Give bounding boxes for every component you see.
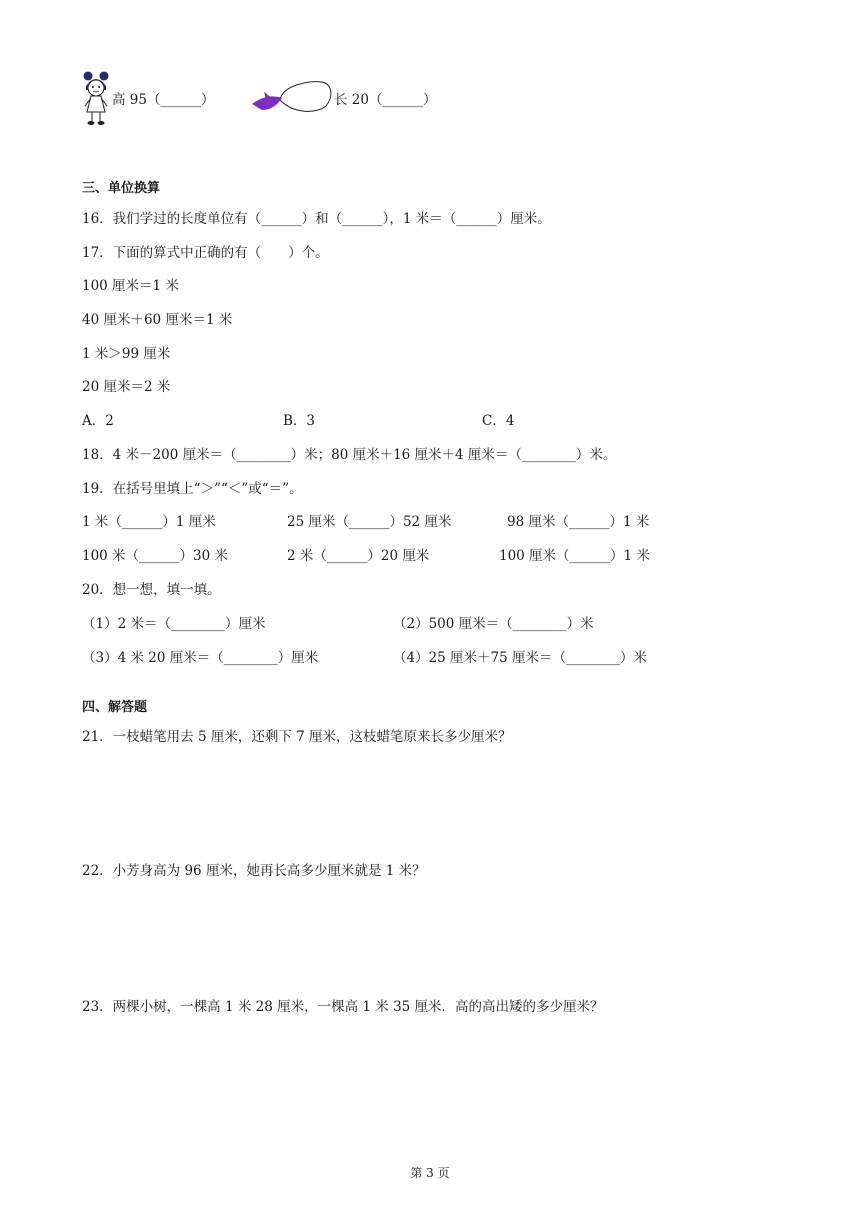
q20-item-3: （3）4 米 20 厘米＝（________）厘米 <box>82 650 319 666</box>
q17-line-2: 40 厘米＋60 厘米＝1 米 <box>82 312 233 328</box>
girl-illustration <box>80 70 112 126</box>
q17-option-a: A．2 <box>82 413 114 429</box>
question-21: 21．一枝蜡笔用去 5 厘米，还剩下 7 厘米，这枝蜡笔原来长多少厘米？ <box>82 729 512 745</box>
q20-item-2: （2）500 厘米＝（________）米 <box>393 616 594 632</box>
q19-r2-c3: 100 厘米（______）1 米 <box>499 548 650 564</box>
q17-line-1: 100 厘米＝1 米 <box>82 278 179 294</box>
page-number: 第 3 页 <box>410 1166 450 1180</box>
q19-r2-c1: 100 米（______）30 米 <box>82 548 229 564</box>
q17-line-3: 1 米＞99 厘米 <box>82 346 171 362</box>
q19-r1-c1: 1 米（______）1 厘米 <box>82 514 216 530</box>
question-16: 16．我们学过的长度单位有（______）和（______），1 米＝（______）厘米。 <box>82 211 551 227</box>
question-19: 19．在括号里填上“＞”“＜”或“＝”。 <box>82 481 303 497</box>
q19-r1-c3: 98 厘米（______）1 米 <box>507 514 650 530</box>
section4-heading: 四、解答题 <box>82 700 148 715</box>
question-20: 20．想一想，填一填。 <box>82 582 221 598</box>
eggplant-illustration <box>250 78 334 118</box>
question-18: 18．4 米－200 厘米＝（________）米；80 厘米＋16 厘米＋4 厘米＝（________）米。 <box>82 447 617 463</box>
q17-line-4: 20 厘米＝2 米 <box>82 379 171 395</box>
q20-item-1: （1）2 米＝（________）厘米 <box>82 616 266 632</box>
q17-option-c: C．4 <box>482 413 515 429</box>
question-22: 22．小芳身高为 96 厘米，她再长高多少厘米就是 1 米？ <box>82 863 426 879</box>
q17-option-b: B．3 <box>283 413 316 429</box>
section3-heading: 三、单位换算 <box>82 181 161 196</box>
q20-item-4: （4）25 厘米＋75 厘米＝（________）米 <box>393 650 648 666</box>
q19-r2-c2: 2 米（______）20 厘米 <box>287 548 430 564</box>
question-23: 23．两棵小树，一棵高 1 米 28 厘米，一棵高 1 米 35 厘米．高的高出矮的多少厘米？ <box>82 999 604 1015</box>
q19-r1-c2: 25 厘米（______）52 厘米 <box>287 514 452 530</box>
question-17: 17．下面的算式中正确的有（ ）个。 <box>82 245 329 261</box>
eggplant-length-label: 长 20（______） <box>334 92 437 108</box>
girl-height-label: 高 95（______） <box>112 92 215 108</box>
